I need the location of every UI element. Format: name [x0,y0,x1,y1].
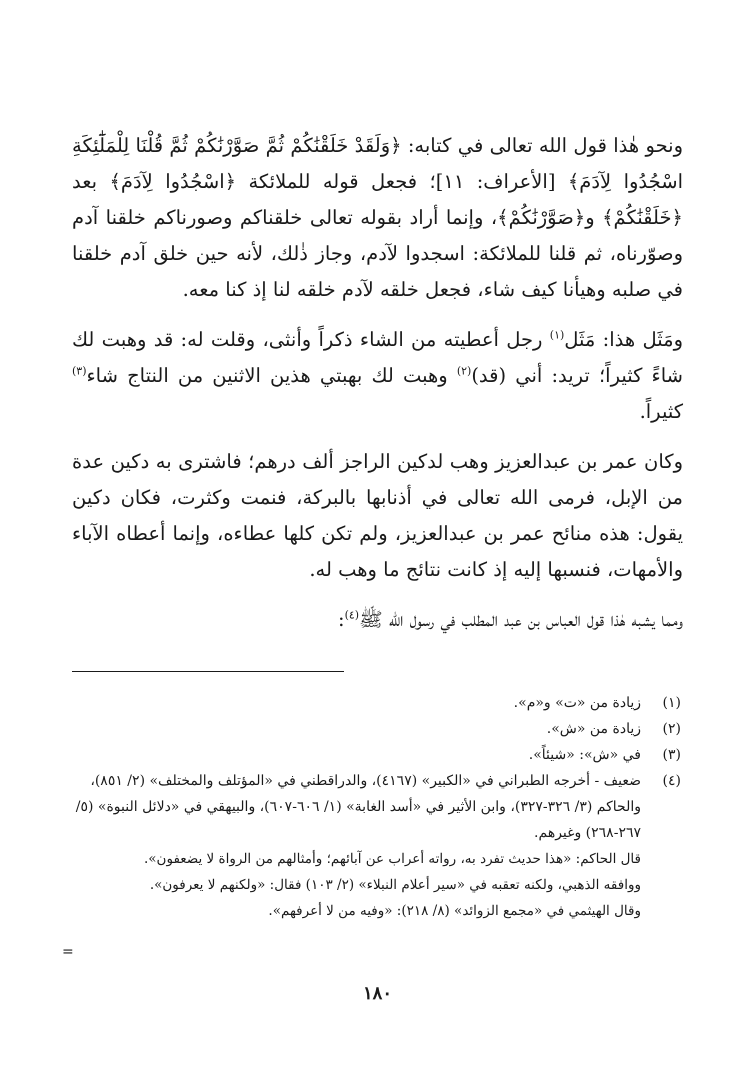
footnote-item [70,716,685,742]
footnote-item [70,742,685,768]
paragraph-2-part-b: رجل أعطيته من الشاء ذكراً وأنثى، وقلت له: قد وهبت لك شاءً كثيراً؛ تريد: أني (قد) [72,328,683,387]
footnote-quote-dhahabi: ووافقه الذهبي، ولكنه تعقبه في «سير أعلام النبلاء» (٢/ ١٠٣) فقال: «ولكنهم لا يعرفون». [149,877,641,893]
paragraph-2-part-d: كثيراً. [639,400,683,423]
footnote-number: (٣) [662,747,681,763]
footnote-separator [72,671,344,672]
paragraph-2-part-a: ومَثَل هذا: مَثَل [564,328,683,351]
paragraph-example [72,322,683,430]
footnote-text: ضعيف - أخرجه الطبراني في «الكبير» (٤١٦٧)، والدراقطني في «المؤتلف والمختلف» (٢/ ٨٥١)، والحاكم (٣/ ٣٢٦-٣٢٧)، وابن الأثير في «أسد الغابة» (١/ ٦٠٦-٦٠٧)، والبيهقي في «دلائل النبوة» (٥/ ٢٦٧-٢٦٨) وغيرهم. [75,773,641,841]
footnote-quote-hakim: قال الحاكم: «هذا حديث تفرد به، رواته أعراب عن آبائهم؛ وأمثالهم من الرواة لا يضعفون». [144,851,641,867]
footnote-ref-3[interactable]: (٣) [72,364,87,378]
footnote-number: (١) [662,695,681,711]
footnote-text: زيادة من «ت» و«م». [513,695,641,711]
footnote-ref-1[interactable]: (١) [549,328,565,342]
continuation-mark: = [62,944,74,960]
footnote-number: (٤) [662,773,681,789]
main-text [72,128,683,638]
page-number: ١٨٠ [362,983,392,1004]
paragraph-1-text: ونحو هٰذا قول الله تعالى في كتابه: ﴿وَلَقَدْ خَلَقْنَٰكُمْ ثُمَّ صَوَّرْنَٰكُمْ ثُمَّ قُلْنَا لِلْمَلَٰٓئِكَةِ اسْجُدُوا لِآدَمَ﴾ [الأعراف: ١١]؛ فجعل قوله للملائكة ﴿اسْجُدُوا لِآدَمَ﴾ بعد ﴿خَلَقْنَٰكُمْ﴾ و﴿صَوَّرْنَٰكُمْ﴾، وإنما أراد بقوله تعالى خلقناكم وصورناكم خلقنا آدم وصوّرناه، ثم قلنا للملائكة: اسجدوا لآدم، وجاز ذٰلك، لأنه حين خلق آدم خلقنا في صلبه وهيأنا كيف شاء، فجعل خلقه لآدم خلقه لنا إذ كنا معه. [72,134,683,301]
footnote-item [70,690,685,716]
paragraph-2-part-c: وهبت لك بهبتي هذين الاثنين من النتاج شاء [86,364,457,387]
footnote-quote-haythami: وقال الهيثمي في «مجمع الزوائد» (٨/ ٢١٨): «وفيه من لا أعرفهم». [268,903,641,919]
paragraph-abbas-intro [72,602,683,638]
footnotes [70,690,685,924]
paragraph-umar-story [72,444,683,588]
footnote-ref-4[interactable]: (٤) [344,608,360,622]
footnote-number: (٢) [662,721,681,737]
footnote-text: زيادة من «ش». [546,721,641,737]
footnote-text: في «ش»: «شيئاً». [528,747,641,763]
paragraph-4-part-b: : [338,608,345,631]
footnote-item [70,768,685,846]
paragraph-quran-verse [72,128,683,308]
footnote-ref-2[interactable]: (٢) [456,364,472,378]
paragraph-3-text: وكان عمر بن عبدالعزيز وهب لدكين الراجز ألف درهم؛ فاشترى به دكين عدة من الإبل، فرمى الله تعالى في أذنابها بالبركة، فنمت وكثرت، فكان دكين يقول: هذه منائح عمر بن عبدالعزيز، ولم تكن كلها عطاءه، وإنما أعطاه الآباء والأمهات، فنسبها إليه إذ كانت نتائج ما وهب له. [72,450,683,581]
paragraph-4-part-a: ومما يشبه هٰذا قول العباس بن عبد المطلب في رسول الله ﷺ [359,608,683,631]
